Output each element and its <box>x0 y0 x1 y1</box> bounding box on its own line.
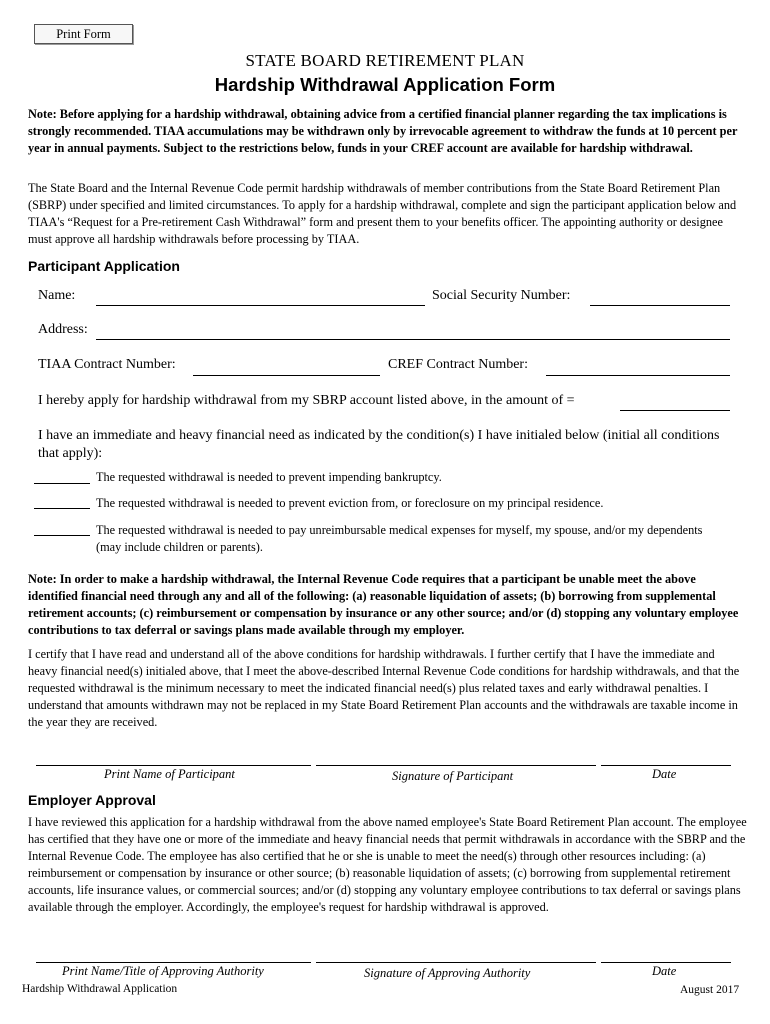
participant-name-line[interactable] <box>36 765 311 766</box>
approver-name-caption: Print Name/Title of Approving Authority <box>62 964 264 978</box>
participant-date-caption: Date <box>652 767 677 781</box>
approver-name-line[interactable] <box>36 962 311 963</box>
approver-date-caption: Date <box>652 964 677 978</box>
plan-name: STATE BOARD RETIREMENT PLAN <box>245 51 525 70</box>
irc-note: Note: In order to make a hardship withdrawal, the Internal Revenue Code requires that a participant be unable meet the above identified financial need through any and all of the following: (a) reasonable liquidation of assets; (b) borrowing from supplemental retirement accounts; (c) reimbursement or compensation by insurance or any other source; and/or (d) stopping any voluntary employee contributions to tax deferral or savings plans made available through my employer. <box>28 572 739 637</box>
tiaa-field[interactable] <box>193 375 380 376</box>
employer-heading: Employer Approval <box>28 792 156 808</box>
participant-heading: Participant Application <box>28 258 180 274</box>
tax-note: Note: Before applying for a hardship withdrawal, obtaining advice from a certified financial planner regarding the tax implications is strongly recommended. TIAA accumulations may be withdrawn only by irrevocable agreement to withdraw the funds at 10 percent per year in annual payments. Subject to the restrictions below, funds in your CREF account are available for hardship withdrawal. <box>28 107 738 155</box>
cref-field[interactable] <box>546 375 730 376</box>
name-field[interactable] <box>96 305 425 306</box>
approver-date-line[interactable] <box>601 962 731 963</box>
initial-field-eviction[interactable] <box>34 508 90 509</box>
initial-field-medical[interactable] <box>34 535 90 536</box>
amount-label: I hereby apply for hardship withdrawal from my SBRP account listed above, in the amount of = <box>38 393 575 408</box>
address-field[interactable] <box>96 339 730 340</box>
address-label: Address: <box>38 322 88 337</box>
footer-date: August 2017 <box>680 984 740 996</box>
condition-medical: The requested withdrawal is needed to pay unreimbursable medical expenses for myself, my spouse, and/or my dependents (may include children or parents). <box>96 523 703 554</box>
participant-signature-caption: Signature of Participant <box>392 769 514 783</box>
certification-paragraph: I certify that I have read and understand all of the above conditions for hardship withdrawals. I further certify that I have the immediate and heavy financial need(s) initialed above, that I meet the above-described Internal Revenue Code conditions for hardship withdrawals, and that the requested withdrawal is the minimum necessary to meet the indicated financial need(s) plus related taxes and early withdrawal penalties. I understand that amounts withdrawn may not be replaced in my State Board Retirement Plan accounts and the withdrawals are taxable income in the year they are received. <box>28 647 740 729</box>
intro-paragraph: The State Board and the Internal Revenue Code permit hardship withdrawals of member contributions from the State Board Retirement Plan (SBRP) under specified and limited circumstances. To apply for a hardship withdrawal, complete and sign the participant application below and TIAA's “Request for a Pre-retirement Cash Withdrawal” form and present them to your benefits officer. The appointing authority or designee must approve all hardship withdrawals before processing by TIAA. <box>28 181 737 246</box>
condition-eviction: The requested withdrawal is needed to prevent eviction from, or foreclosure on my principal residence. <box>96 496 604 510</box>
need-statement: I have an immediate and heavy financial need as indicated by the condition(s) I have initialed below (initial all conditions that apply): <box>38 428 720 461</box>
footer-form-name: Hardship Withdrawal Application <box>22 983 178 995</box>
name-label: Name: <box>38 288 76 303</box>
participant-signature-line[interactable] <box>316 765 596 766</box>
participant-name-caption: Print Name of Participant <box>104 767 235 781</box>
print-form-button[interactable]: Print Form <box>34 24 133 44</box>
approver-signature-line[interactable] <box>316 962 596 963</box>
ssn-field[interactable] <box>590 305 730 306</box>
condition-bankruptcy: The requested withdrawal is needed to prevent impending bankruptcy. <box>96 470 442 484</box>
employer-paragraph: I have reviewed this application for a hardship withdrawal from the above named employee's State Board Retirement Plan account. The employee has certified that they have one or more of the immediate and heavy financial needs that permit withdrawals in accordance with the SBRP and the Internal Revenue Code. The employee has also certified that he or she is unable to meet the need(s) through other resources including: (a) reimbursement or compensation by insurance or other source; (b) reasonable liquidation of assets; (c) borrowing from supplemental retirement accounts, life insurance values, or commercial sources; and/or (d) stopping any voluntary employee contributions to tax deferral or savings plans available through the employer. Accordingly, the employee's request for hardship withdrawal is approved. <box>28 815 747 914</box>
page-title: Hardship Withdrawal Application Form <box>214 74 556 95</box>
tiaa-label: TIAA Contract Number: <box>38 357 176 372</box>
amount-field[interactable] <box>620 410 730 411</box>
cref-label: CREF Contract Number: <box>388 357 528 372</box>
approver-signature-caption: Signature of Approving Authority <box>364 966 531 980</box>
participant-date-line[interactable] <box>601 765 731 766</box>
ssn-label: Social Security Number: <box>432 288 571 303</box>
initial-field-bankruptcy[interactable] <box>34 483 90 484</box>
